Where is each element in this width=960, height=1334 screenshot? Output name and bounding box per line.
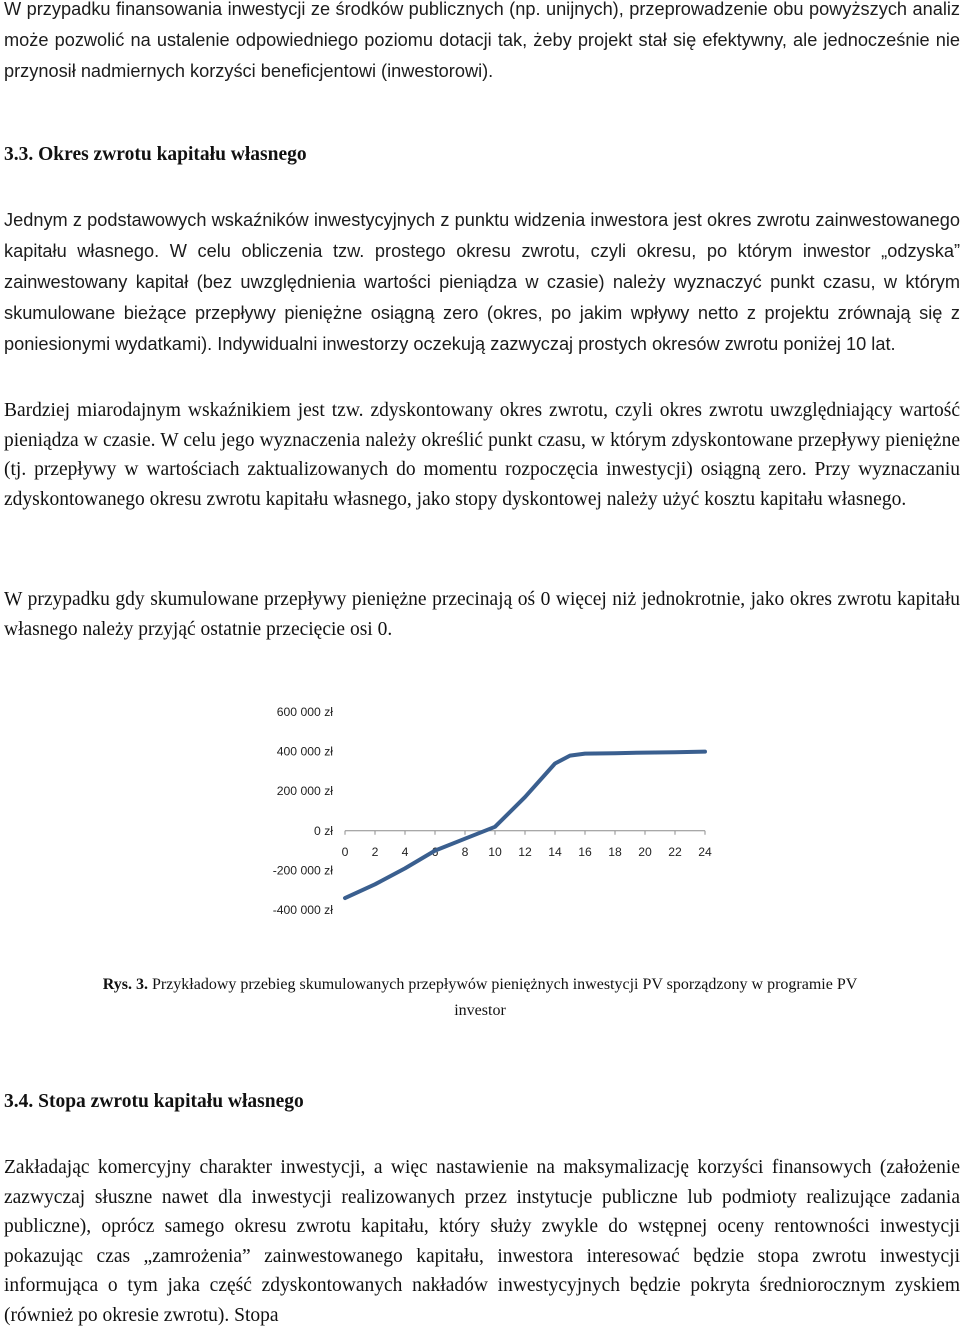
y-tick-label: 200 000 zł xyxy=(276,784,333,799)
x-tick-label: 16 xyxy=(578,844,592,859)
x-tick-label: 12 xyxy=(518,844,532,859)
x-tick-label: 24 xyxy=(698,844,712,859)
y-tick-label: -400 000 zł xyxy=(272,903,333,917)
figure-caption-text: Przykładowy przebieg skumulowanych przepływów pieniężnych inwestycji PV sporządzony w programie PV investor xyxy=(151,976,858,1019)
y-tick-label: -200 000 zł xyxy=(272,863,333,878)
section-3-4-paragraph: Zakładając komercyjny charakter inwestycji, a więc nastawienie na maksymalizację korzyści finansowych (założenie zazwyczaj słuszne nawet dla inwestycji realizowanych przez instytucje publiczne lub podmioty realizujące zadania publiczne), oprócz samego okresu zwrotu kapitału, który służy zwykle do wstępnej oceny rentowności inwestycji pokazując czas „zamrożenia” zainwestowanego kapitału, inwestora interesować będzie stopa zwrotu inwestycji informująca o tym jaka część zdyskontowanych nakładów inwestycyjnych będzie pokryta średniorocznym zyskiem (również po okresie zwrotu). Stopa xyxy=(4,1157,960,1326)
cashflow-chart-svg xyxy=(250,690,730,930)
x-tick-label: 0 xyxy=(341,844,349,859)
section-3-3-paragraph-3: W przypadku gdy skumulowane przepływy pieniężne przecinają oś 0 więcej niż jednokrotnie, jako okres zwrotu kapitału własnego należy przyjąć ostatnie przecięcie osi 0. xyxy=(4,589,960,640)
cashflow-chart xyxy=(250,690,730,930)
x-tick-label: 8 xyxy=(461,844,469,859)
section-3-3-heading: 3.3. Okres zwrotu kapitału własnego xyxy=(4,144,307,165)
x-tick-label: 20 xyxy=(638,844,652,859)
figure-caption-label: Rys. 3. xyxy=(102,976,148,993)
top-paragraph: W przypadku finansowania inwestycji ze środków publicznych (np. unijnych), przeprowadzenie obu powyższych analiz może pozwolić na ustalenie odpowiedniego poziomu dotacji tak, żeby projekt stał się efektywny, ale jednocześnie nie przynosił nadmiernych korzyści beneficjentowi (inwestorowi). xyxy=(4,0,960,81)
y-tick-label: 0 zł xyxy=(314,823,333,838)
x-tick-label: 4 xyxy=(401,844,409,859)
x-tick-label: 14 xyxy=(548,844,562,859)
x-tick-label: 10 xyxy=(488,844,502,859)
x-tick-label: 22 xyxy=(668,844,682,859)
section-3-3-paragraph-2: Bardziej miarodajnym wskaźnikiem jest tzw. zdyskontowany okres zwrotu, czyli okres zwrotu uwzględniający wartość pieniądza w czasie. W celu jego wyznaczenia należy określić punkt czasu, w którym zdyskontowane przepływy pieniężne (tj. przepływy w wartościach zaktualizowanych do momentu rozpoczęcia inwestycji) osiągną zero. Przy wyznaczaniu zdyskontowanego okresu zwrotu kapitału własnego, jako stopy dyskontowej należy użyć kosztu kapitału własnego. xyxy=(4,400,960,510)
x-tick-label: 6 xyxy=(431,844,439,859)
y-tick-label: 400 000 zł xyxy=(276,744,333,759)
x-tick-label: 2 xyxy=(371,844,379,859)
figure-caption xyxy=(90,972,870,1024)
section-3-3-paragraph-1: Jednym z podstawowych wskaźników inwestycyjnych z punktu widzenia inwestora jest okres zwrotu zainwestowanego kapitału własnego. W celu obliczenia tzw. prostego okresu zwrotu, czyli okresu, po którym inwestor „odzyska” zainwestowany kapitał (bez uwzględnienia wartości pieniądza w czasie) należy wyznaczyć punkt czasu, w którym skumulowane bieżące przepływy pieniężne osiągną zero (okres, po jakim wpływy netto z projektu zrównają się z poniesionymi wydatkami). Indywidualni inwestorzy oczekują zazwyczaj prostych okresów zwrotu poniżej 10 lat. xyxy=(4,210,960,354)
series-line-0 xyxy=(345,752,705,899)
section-3-4-heading: 3.4. Stopa zwrotu kapitału własnego xyxy=(4,1091,304,1112)
y-tick-label: 600 000 zł xyxy=(276,705,333,719)
x-tick-label: 18 xyxy=(608,844,622,859)
